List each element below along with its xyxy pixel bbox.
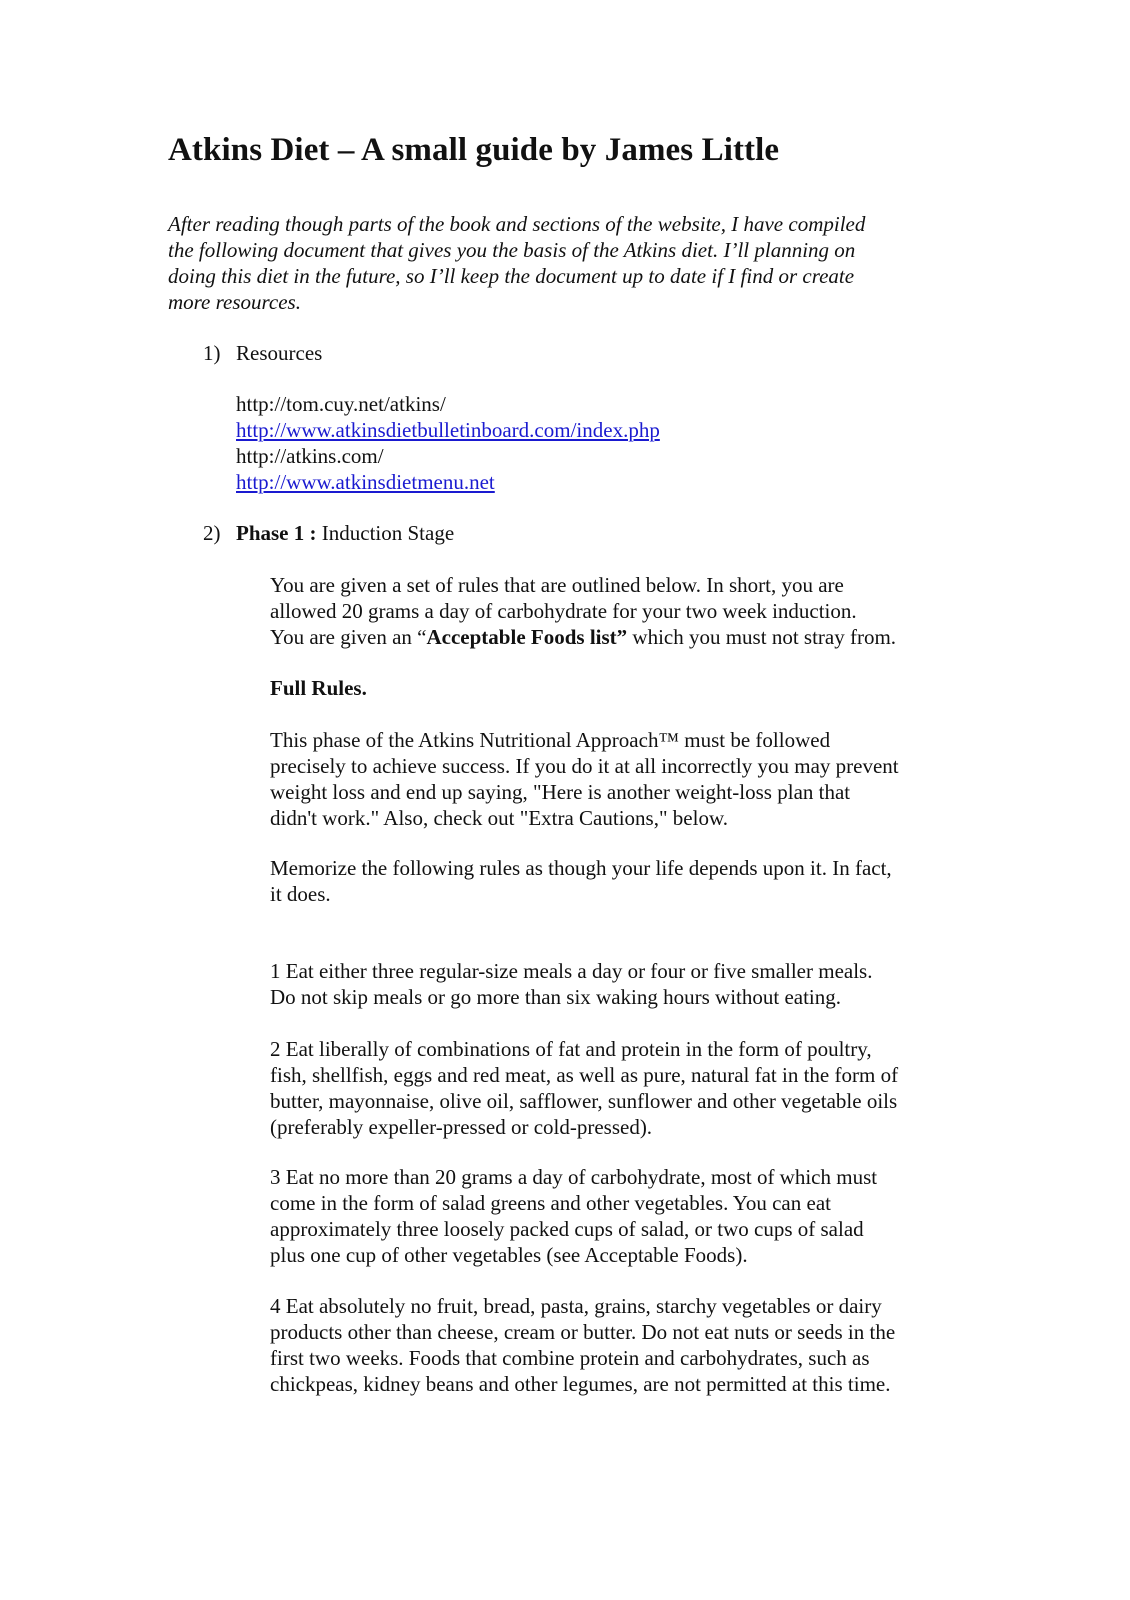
- paragraph-line: didn't work." Also, check out "Extra Cautions," below.: [270, 806, 728, 830]
- paragraph-line: This phase of the Atkins Nutritional Approach™ must be followed: [270, 728, 831, 752]
- paragraph-line: it does.: [270, 882, 331, 906]
- rule-line: approximately three loosely packed cups of salad, or two cups of salad: [270, 1217, 864, 1241]
- memorize-paragraph: [270, 855, 990, 907]
- resource-link-text: http://atkins.com/: [236, 444, 384, 468]
- rule-3: [270, 1164, 990, 1268]
- resource-link-text: http://tom.cuy.net/atkins/: [236, 392, 446, 416]
- rule-2: [270, 1036, 990, 1140]
- rule-line: come in the form of salad greens and other vegetables. You can eat: [270, 1191, 831, 1215]
- rule-4: [270, 1293, 990, 1397]
- resource-links: [236, 391, 660, 495]
- intro-line: After reading though parts of the book and sections of the website, I have compiled: [168, 212, 866, 236]
- rule-line: first two weeks. Foods that combine protein and carbohydrates, such as: [270, 1346, 870, 1370]
- rule-line: plus one cup of other vegetables (see Acceptable Foods).: [270, 1243, 748, 1267]
- section-2-label: [236, 521, 454, 546]
- rule-line: Do not skip meals or go more than six waking hours without eating.: [270, 985, 842, 1009]
- rule-line: (preferably expeller-pressed or cold-pressed).: [270, 1115, 653, 1139]
- phase-label: Phase 1 :: [236, 521, 317, 545]
- summary-line: You are given an “Acceptable Foods list” which you must not stray from.: [270, 625, 897, 649]
- section-1-number: 1): [203, 341, 221, 365]
- rule-line: 1 Eat either three regular-size meals a day or four or five smaller meals.: [270, 959, 873, 983]
- rule-1: [270, 958, 990, 1010]
- section-1-label: Resources: [236, 341, 323, 365]
- full-rules-heading: Full Rules.: [270, 676, 367, 700]
- rules-intro-paragraph: [270, 727, 990, 831]
- section-2-number: 2): [203, 521, 221, 545]
- paragraph-line: precisely to achieve success. If you do it at all incorrectly you may prevent: [270, 754, 899, 778]
- rule-line: 2 Eat liberally of combinations of fat and protein in the form of poultry,: [270, 1037, 872, 1061]
- rule-line: 3 Eat no more than 20 grams a day of carbohydrate, most of which must: [270, 1165, 878, 1189]
- intro-paragraph: [168, 211, 968, 315]
- rule-line: chickpeas, kidney beans and other legumes, are not permitted at this time.: [270, 1372, 891, 1396]
- phase-name: Induction Stage: [316, 521, 455, 545]
- resource-hyperlink[interactable]: http://www.atkinsdietmenu.net: [236, 470, 495, 494]
- rule-line: butter, mayonnaise, olive oil, safflower, sunflower and other vegetable oils: [270, 1089, 898, 1113]
- paragraph-line: Memorize the following rules as though your life depends upon it. In fact,: [270, 856, 892, 880]
- intro-line: more resources.: [168, 290, 301, 314]
- induction-summary: [270, 572, 990, 650]
- resource-hyperlink[interactable]: http://www.atkinsdietbulletinboard.com/index.php: [236, 418, 660, 442]
- document-title: Atkins Diet – A small guide by James Little: [168, 132, 780, 168]
- summary-line: You are given a set of rules that are outlined below. In short, you are: [270, 573, 844, 597]
- summary-line: allowed 20 grams a day of carbohydrate for your two week induction.: [270, 599, 857, 623]
- rule-line: 4 Eat absolutely no fruit, bread, pasta, grains, starchy vegetables or dairy: [270, 1294, 882, 1318]
- paragraph-line: weight loss and end up saying, "Here is another weight-loss plan that: [270, 780, 851, 804]
- rule-line: products other than cheese, cream or butter. Do not eat nuts or seeds in the: [270, 1320, 896, 1344]
- intro-line: doing this diet in the future, so I’ll keep the document up to date if I find or create: [168, 264, 855, 288]
- acceptable-foods-list-label: Acceptable Foods list”: [426, 625, 628, 649]
- rule-line: fish, shellfish, eggs and red meat, as well as pure, natural fat in the form of: [270, 1063, 899, 1087]
- intro-line: the following document that gives you the basis of the Atkins diet. I’ll planning on: [168, 238, 856, 262]
